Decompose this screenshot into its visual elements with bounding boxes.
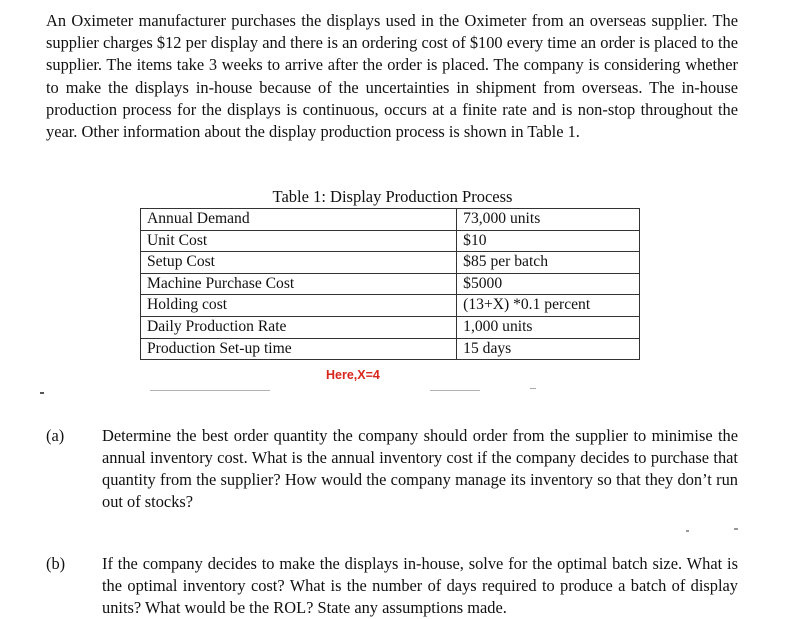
scan-artifact: [686, 530, 689, 532]
table-row: [141, 273, 640, 295]
scan-artifact: [430, 390, 480, 391]
row-value: $85 per batch: [457, 252, 640, 274]
table-row: [141, 338, 640, 360]
table-row: [141, 252, 640, 274]
table-row: [141, 230, 640, 252]
row-label: Machine Purchase Cost: [141, 273, 457, 295]
scan-artifact: [150, 390, 270, 391]
row-label: Holding cost: [141, 295, 457, 317]
table-caption: Table 1: Display Production Process: [272, 187, 513, 206]
annotation-note: Here,X=4: [326, 368, 380, 382]
row-label: Setup Cost: [141, 252, 457, 274]
question-text: Determine the best order quantity the company should order from the supplier to minimise the annual inventory cost. What is the annual inventory cost if the company decides to purchase that quantity from the supplier? How would the company manage its inventory so that they don’t run out of stocks?: [102, 426, 738, 511]
question-text: If the company decides to make the displays in-house, solve for the optimal batch size. What is the optimal inventory cost? What is the number of days required to produce a batch of display units? What would be the ROL? State any assumptions made.: [102, 554, 738, 617]
problem-intro: An Oximeter manufacturer purchases the displays used in the Oximeter from an overseas supplier. The supplier charges $12 per display and there is an ordering cost of $100 every time an order is placed to the supplier. The items take 3 weeks to arrive after the order is placed. The company is considering whether to make the displays in-house because of the uncertainties in shipment from overseas. The in-house production process for the displays is continuous, occurs at a finite rate and is non-stop throughout the year. Other information about the display production process is shown in Table 1.: [46, 11, 738, 142]
question-label: (a): [46, 426, 65, 445]
row-label: Unit Cost: [141, 230, 457, 252]
row-value: $5000: [457, 273, 640, 295]
row-value: 73,000 units: [457, 209, 640, 231]
row-label: Daily Production Rate: [141, 316, 457, 338]
scan-artifact: [40, 392, 44, 394]
table-row: [141, 209, 640, 231]
row-value: $10: [457, 230, 640, 252]
question-label: (b): [46, 554, 66, 573]
row-label: Production Set-up time: [141, 338, 457, 360]
scan-artifact: [530, 388, 536, 389]
table-row: [141, 295, 640, 317]
row-value: 15 days: [457, 338, 640, 360]
row-label: Annual Demand: [141, 209, 457, 231]
row-value: (13+X) *0.1 percent: [457, 295, 640, 317]
table-row: [141, 316, 640, 338]
production-table: [140, 208, 640, 360]
scan-artifact: [734, 528, 738, 530]
row-value: 1,000 units: [457, 316, 640, 338]
